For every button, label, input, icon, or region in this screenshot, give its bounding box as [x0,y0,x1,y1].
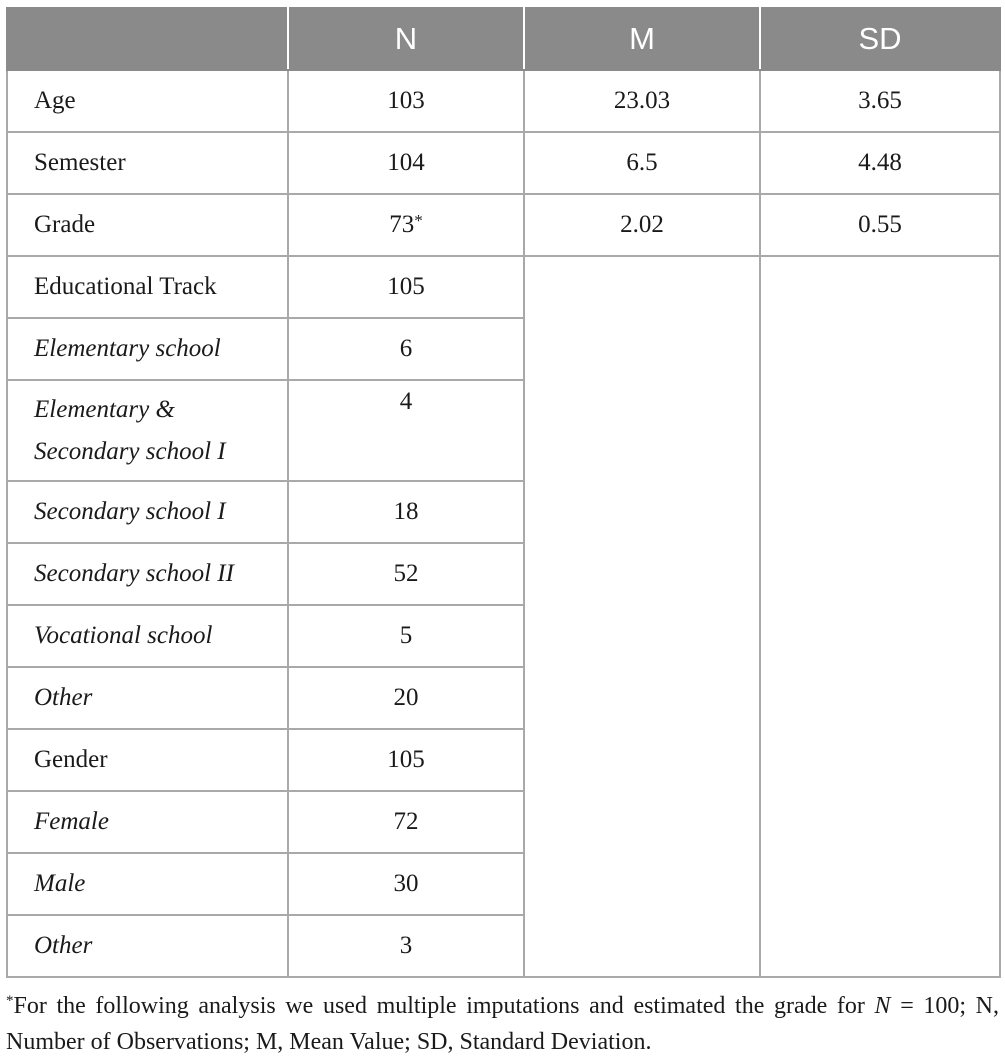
cell-n: 105 [288,256,524,318]
row-label: Secondary school II [7,543,288,605]
row-label [7,380,288,481]
footnote-text-part-1: For the following analysis we used multiple imputations and estimated the grade for [13,993,865,1019]
empty-cell-sd [760,256,1000,977]
header-cell-m: M [524,8,760,70]
row-label: Educational Track [7,256,288,318]
table-row [7,194,1000,256]
row-label: Semester [7,132,288,194]
cell-n: 3 [288,915,524,977]
row-label: Vocational school [7,605,288,667]
row-label-line-2: Secondary school I [34,437,226,465]
cell-n-value: 73 [389,211,415,238]
header-row [7,8,1000,70]
footnote-marker: * [414,211,423,230]
cell-n: 4 [288,380,524,481]
cell-sd: 3.65 [760,70,1000,132]
header-cell-label [7,8,288,70]
row-label: Secondary school I [7,481,288,543]
cell-n: 72 [288,791,524,853]
cell-n: 5 [288,605,524,667]
cell-n: 18 [288,481,524,543]
row-label: Other [7,667,288,729]
row-label: Other [7,915,288,977]
footnote-text-part-2: = 100; N, Number of Observations; M, Mean Value; SD, Standard Deviation. [6,993,999,1055]
cell-n: 104 [288,132,524,194]
cell-n: 6 [288,318,524,380]
row-label: Male [7,853,288,915]
header-cell-n: N [288,8,524,70]
table-footnote [6,988,999,1060]
cell-m: 23.03 [524,70,760,132]
footnote-marker: * [6,993,14,1009]
cell-n: 20 [288,667,524,729]
footnote-n-symbol: N [874,993,891,1019]
cell-n [288,194,524,256]
row-label: Grade [7,194,288,256]
empty-cell-m [524,256,760,977]
cell-n: 103 [288,70,524,132]
cell-sd: 4.48 [760,132,1000,194]
row-label: Gender [7,729,288,791]
cell-m: 6.5 [524,132,760,194]
cell-n: 30 [288,853,524,915]
table-row [7,70,1000,132]
table-row [7,132,1000,194]
row-label-line-1: Elementary & [34,395,175,423]
cell-n: 105 [288,729,524,791]
cell-m: 2.02 [524,194,760,256]
cell-sd: 0.55 [760,194,1000,256]
row-label: Age [7,70,288,132]
cell-n: 52 [288,543,524,605]
table-row [7,256,1000,318]
header-cell-sd: SD [760,8,1000,70]
row-label: Elementary school [7,318,288,380]
descriptive-statistics-table [6,7,1001,978]
row-label: Female [7,791,288,853]
